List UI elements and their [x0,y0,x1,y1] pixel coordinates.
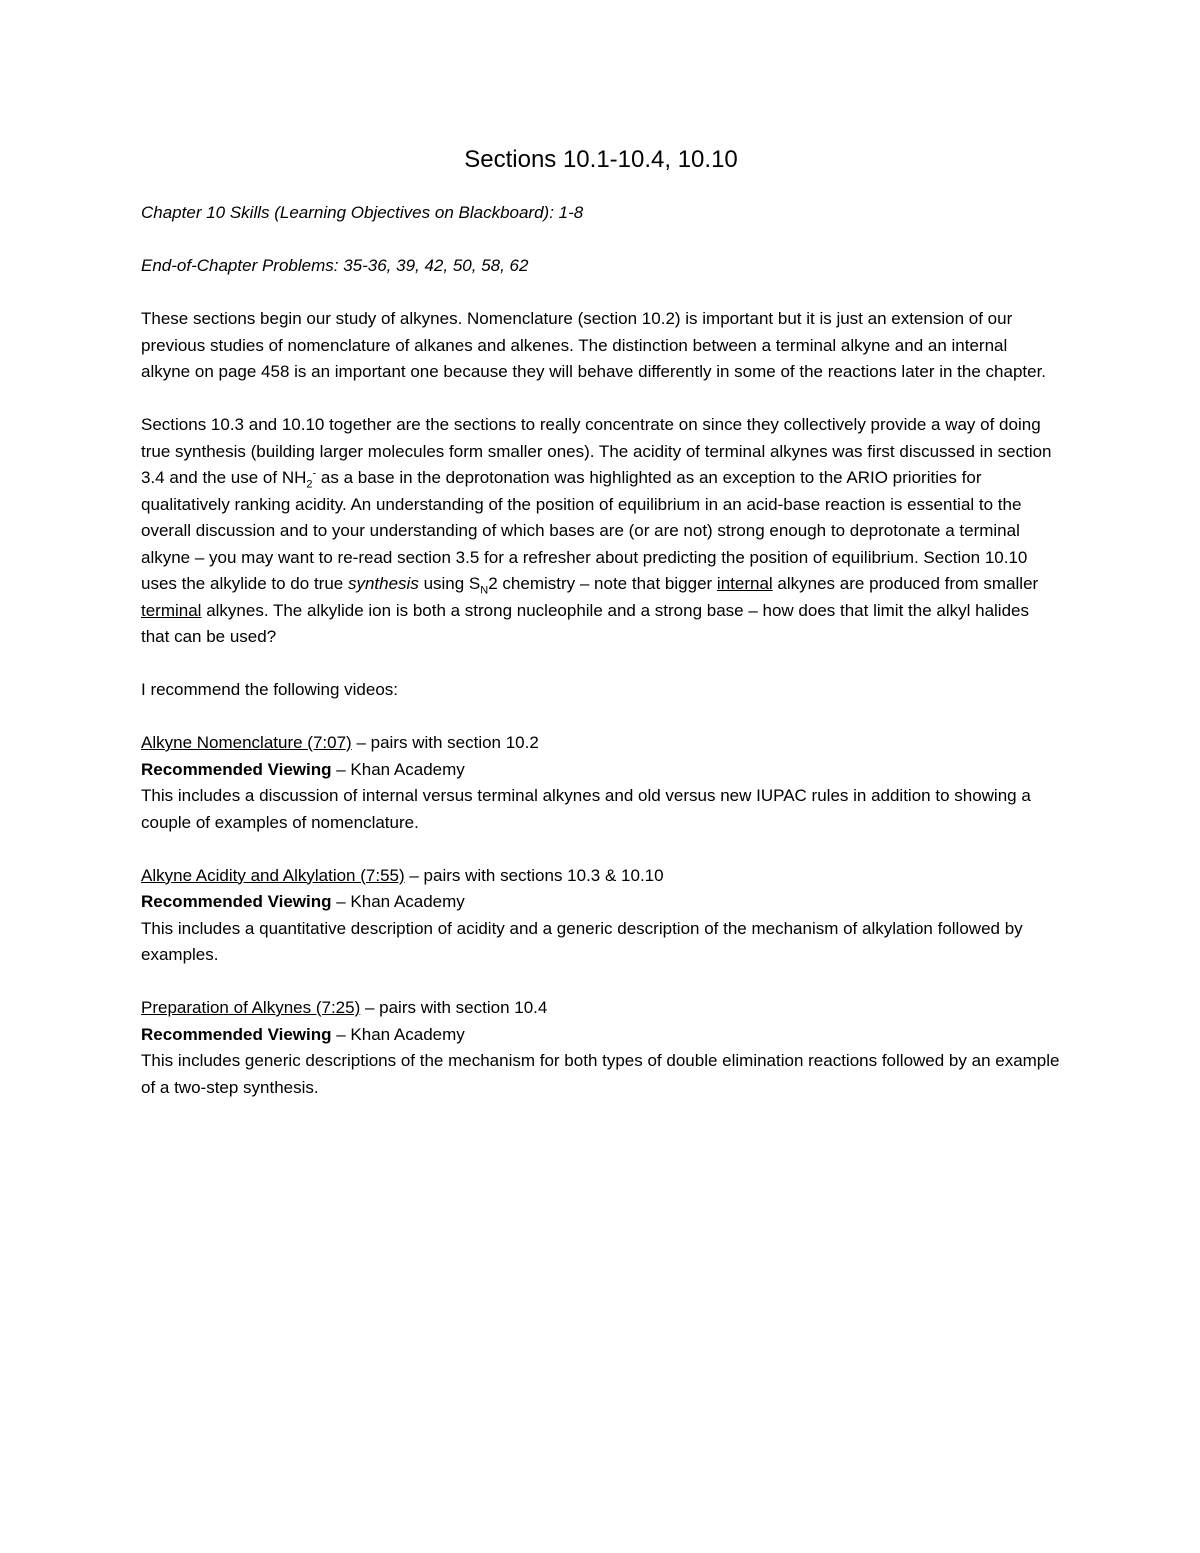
video-pairs: – pairs with section 10.2 [351,733,539,752]
internal-underlined: internal [716,574,773,593]
video-source: – Khan Academy [331,759,465,779]
page-title: Sections 10.1-10.4, 10.10 [464,146,738,173]
video-pairs: – pairs with section 10.4 [360,998,548,1017]
video-pairs: – pairs with sections 10.3 & 10.10 [404,865,664,885]
video-viewing-line [141,757,1061,784]
synthesis-emphasis: synthesis [347,574,419,593]
recommended-viewing-label: Recommended Viewing [141,892,332,911]
video-entry [141,995,1061,1101]
video-entry [141,730,1061,836]
recommended-viewing-label: Recommended Viewing [141,759,332,779]
video-description: This includes generic descriptions of the mechanism for both types of double elimination reactions followed by an example of a two-step synthesis. [141,1051,1060,1097]
main-text-part: alkynes are produced from smaller [772,574,1039,593]
video-viewing-line [141,889,1061,916]
main-text-part: using S [418,574,481,593]
main-text-part: Sections 10.3 and 10.10 together are the sections to really concentrate on since they collectively provide a way of doing true synthesis (building larger molecules form smaller ones). The acidity of terminal alkynes was first discussed in section 3.4 and the use of NH [141,415,1052,487]
main-text-part: 2 chemistry – note that bigger [488,574,717,593]
recommended-viewing-label: Recommended Viewing [141,1024,332,1044]
videos-intro: I recommend the following videos: [141,680,399,699]
terminal-underlined: terminal [141,600,202,620]
video-title-line [141,730,1061,757]
video-description: This includes a discussion of internal versus terminal alkynes and old versus new IUPAC rules in addition to showing a couple of examples of nomenclature. [141,786,1031,832]
video-link[interactable]: Alkyne Acidity and Alkylation (7:55) [141,865,405,885]
main-text-part: as a base in the deprotonation was highlighted as an exception to the ARIO priorities for qualitatively ranking acidity. An understanding of the position of equilibrium in an acid-base reaction is essential to the overall discussion and to your understanding of which bases are (or are not) strong enough to deprotonate a terminal alkyne – you may want to re-read section 3.5 for a refresher about predicting the position of equilibrium. Section 10.10 uses the alkylide to do true [141,468,1028,593]
nh2-superscript: - [312,467,317,480]
problems-line: End-of-Chapter Problems: 35-36, 39, 42, 50, 58, 62 [141,256,529,275]
video-source: – Khan Academy [331,892,465,911]
main-paragraph [141,412,1061,651]
intro-paragraph: These sections begin our study of alkynes. Nomenclature (section 10.2) is important but it is just an extension of our previous studies of nomenclature of alkanes and alkenes. The distinction between a terminal alkyne and an internal alkyne on page 458 is an important one because they will behave differently in some of the reactions later in the chapter. [141,309,1047,381]
skills-line: Chapter 10 Skills (Learning Objectives on Blackboard): 1-8 [141,203,584,222]
video-link[interactable]: Preparation of Alkynes (7:25) [141,998,361,1017]
video-viewing-line [141,1022,1061,1049]
video-source: – Khan Academy [331,1024,465,1044]
sn2-subscript: N [480,584,489,597]
video-link[interactable]: Alkyne Nomenclature (7:07) [141,733,352,752]
video-title-line [141,995,1061,1022]
video-entry [141,863,1061,969]
document-page [141,138,1061,1101]
main-text-part: alkynes. The alkylide ion is both a strong nucleophile and a strong base – how does that limit the alkyl halides that can be used? [141,600,1029,646]
nh2-subscript: 2 [306,478,313,491]
video-title-line [141,863,1061,890]
video-description: This includes a quantitative description of acidity and a generic description of the mechanism of alkylation followed by examples. [141,918,1023,964]
